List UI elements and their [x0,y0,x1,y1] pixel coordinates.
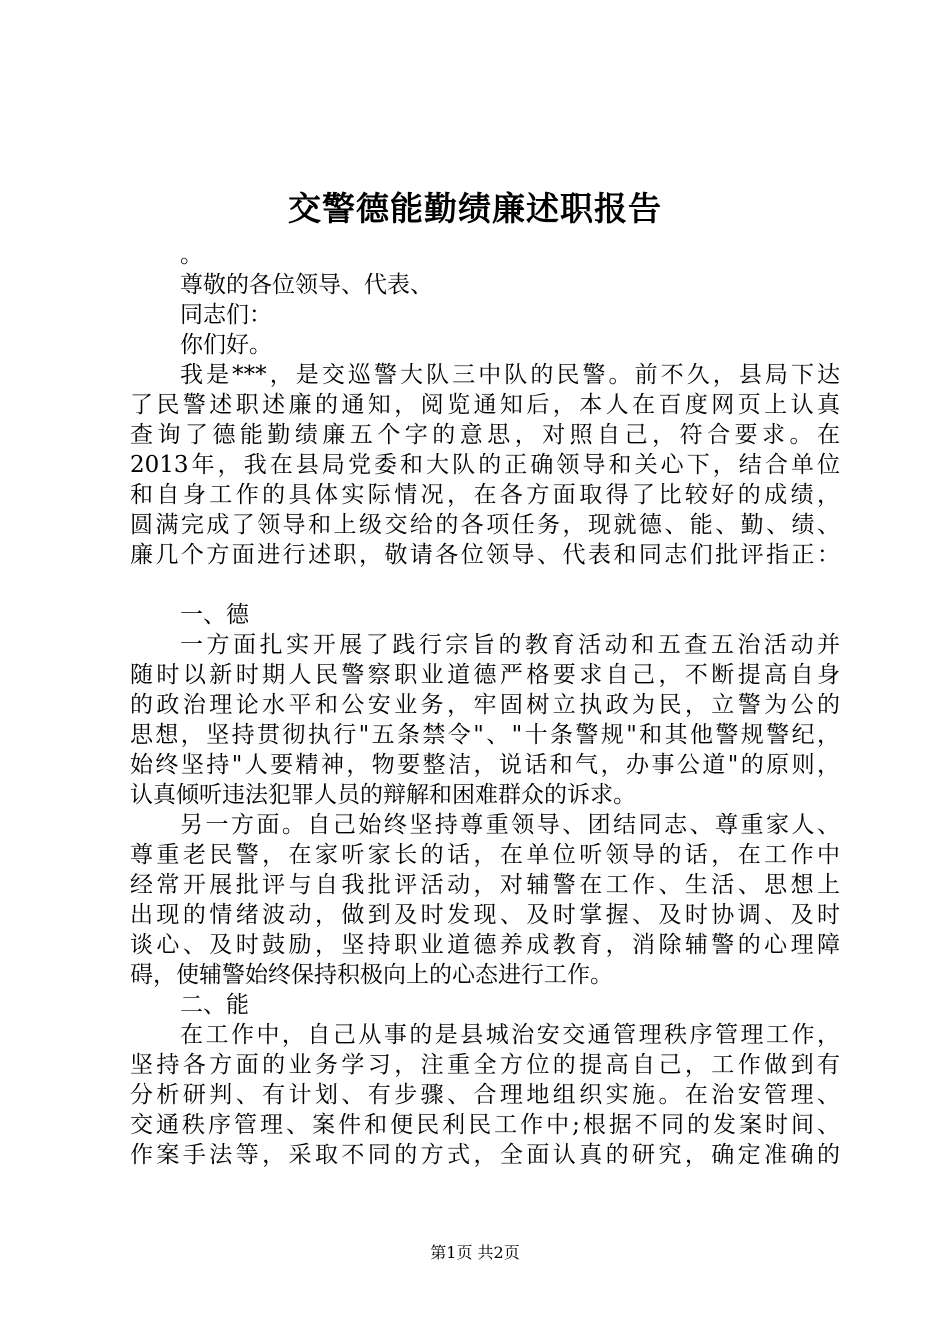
text-line: 出现的情绪波动，做到及时发现、及时掌握、及时协调、及时 [130,902,840,928]
text-line: 同志们： [180,302,272,328]
text-line: 一、德 [180,602,249,628]
text-line: 碍，使辅警始终保持积极向上的心态进行工作。 [130,962,613,988]
text-line: 圆满完成了领导和上级交给的各项任务，现就德、能、勤、绩、 [130,512,840,538]
document-title: 交警德能勤绩廉述职报告 [288,189,662,228]
text-line: 廉几个方面进行述职，敬请各位领导、代表和同志们批评指正： [130,542,840,568]
text-line: 经常开展批评与自我批评活动，对辅警在工作、生活、思想上 [130,872,840,898]
text-line: 我是***，是交巡警大队三中队的民警。前不久，县局下达 [180,362,840,388]
text-line: 认真倾听违法犯罪人员的辩解和困难群众的诉求。 [130,782,636,808]
text-line: 二、能 [180,992,249,1018]
page-footer: 第1页 共2页 [430,1243,520,1262]
text-line: 一方面扎实开展了践行宗旨的教育活动和五查五治活动并 [180,632,840,658]
text-line: 思想，坚持贯彻执行"五条禁令"、"十条警规"和其他警规警纪， [130,722,840,748]
text-line: 你们好。 [180,332,272,358]
text-line: 作案手法等，采取不同的方式，全面认真的研究，确定准确的 [130,1142,840,1168]
text-line: 始终坚持"人要精神，物要整洁，说话和气，办事公道"的原则， [130,752,840,778]
text-line: 尊敬的各位领导、代表、 [180,272,433,298]
blank-line [130,570,840,600]
text-line: 查询了德能勤绩廉五个字的意思，对照自己，符合要求。在 [130,422,840,448]
text-line: 另一方面。自己始终坚持尊重领导、团结同志、尊重家人、 [180,812,840,838]
text-line: 分析研判、有计划、有步骤、合理地组织实施。在治安管理、 [130,1082,840,1108]
text-line: 尊重老民警，在家听家长的话，在单位听领导的话，在工作中 [130,842,840,868]
text-line: 交通秩序管理、案件和便民利民工作中;根据不同的发案时间、 [130,1112,840,1138]
text-line: 了民警述职述廉的通知，阅览通知后，本人在百度网页上认真 [130,392,840,418]
text-line: 的政治理论水平和公安业务，牢固树立执政为民，立警为公的 [130,692,840,718]
text-line: 。 [180,242,203,268]
text-line: 谈心、及时鼓励，坚持职业道德养成教育，消除辅警的心理障 [130,932,840,958]
document-body [130,240,840,1170]
text-line: 2013年，我在县局党委和大队的正确领导和关心下，结合单位 [130,452,840,478]
text-line: 在工作中，自己从事的是县城治安交通管理秩序管理工作， [180,1022,840,1048]
text-line: 坚持各方面的业务学习，注重全方位的提高自己，工作做到有 [130,1052,840,1078]
text-line: 和自身工作的具体实际情况，在各方面取得了比较好的成绩， [130,482,840,508]
text-line: 随时以新时期人民警察职业道德严格要求自己，不断提高自身 [130,662,840,688]
